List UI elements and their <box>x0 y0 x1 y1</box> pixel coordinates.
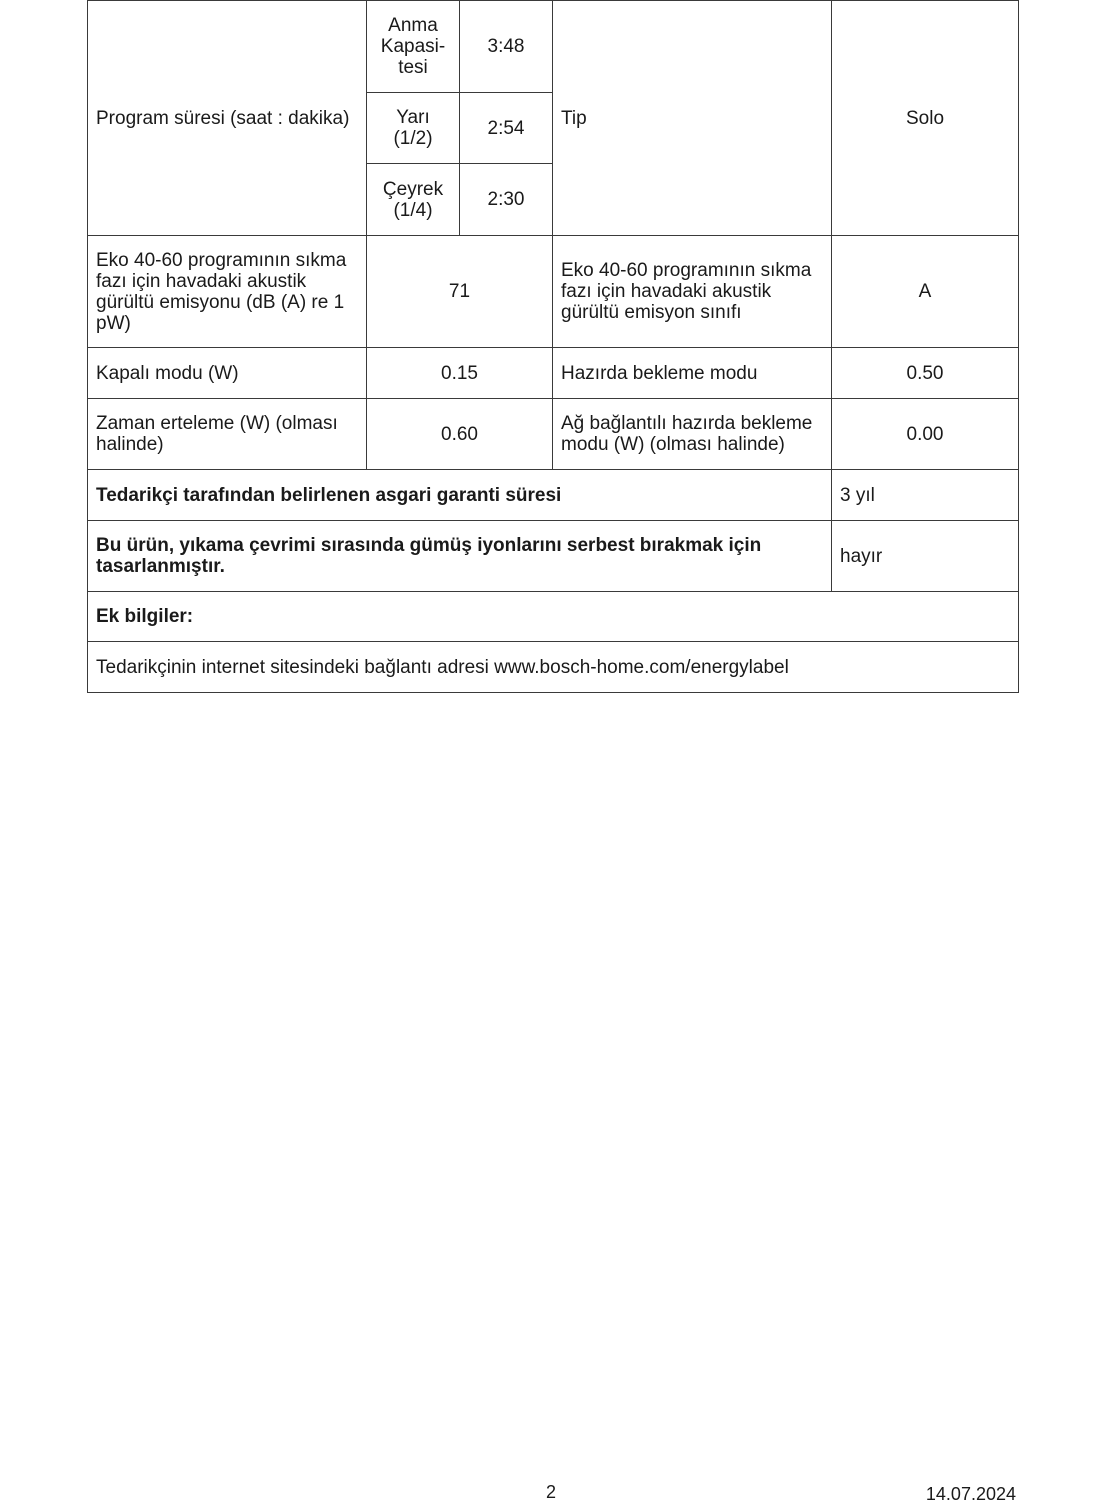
program-duration-label: Program süresi (saat : dakika) <box>88 1 367 236</box>
network-standby-label: Ağ bağlantılı hazırda bekleme modu (W) (olması halinde) <box>553 399 832 470</box>
off-mode-label: Kapalı modu (W) <box>88 348 367 399</box>
additional-info-label: Ek bilgiler: <box>88 592 1019 642</box>
silver-ions-label: Bu ürün, yıkama çevrimi sırasında gümüş iyonlarını serbest bırakmak için tasarlanmıştır. <box>88 521 832 592</box>
warranty-label: Tedarikçi tarafından belirlenen asgari garanti süresi <box>88 470 832 521</box>
standby-mode-label: Hazırda bekleme modu <box>553 348 832 399</box>
warranty-value: 3 yıl <box>832 470 1019 521</box>
noise-class-label: Eko 40-60 programının sıkma fazı için havadaki akustik gürültü emisyon sınıfı <box>553 236 832 348</box>
noise-emission-label: Eko 40-60 programının sıkma fazı için havadaki akustik gürültü emisyonu (dB (A) re 1 pW) <box>88 236 367 348</box>
quarter-load-value: 2:30 <box>460 164 553 236</box>
noise-class-value: A <box>832 236 1019 348</box>
quarter-load-label: Çeyrek (1/4) <box>367 164 460 236</box>
half-load-value: 2:54 <box>460 93 553 164</box>
standby-mode-value: 0.50 <box>832 348 1019 399</box>
page-number: 2 <box>545 1482 556 1502</box>
rated-capacity-value: 3:48 <box>460 1 553 93</box>
type-label: Tip <box>553 1 832 236</box>
product-info-table <box>87 0 1019 693</box>
silver-ions-value: hayır <box>832 521 1019 592</box>
network-standby-value: 0.00 <box>832 399 1019 470</box>
half-load-label: Yarı (1/2) <box>367 93 460 164</box>
delay-start-label: Zaman erteleme (W) (olması halinde) <box>88 399 367 470</box>
supplier-website-link[interactable]: Tedarikçinin internet sitesindeki bağlantı adresi www.bosch-home.com/energylabel <box>88 642 1019 693</box>
off-mode-value: 0.15 <box>367 348 553 399</box>
rated-capacity-label: Anma Kapasi- tesi <box>367 1 460 93</box>
type-value: Solo <box>832 1 1019 236</box>
document-date: 14.07.2024 <box>925 1484 1016 1504</box>
noise-emission-value: 71 <box>367 236 553 348</box>
delay-start-value: 0.60 <box>367 399 553 470</box>
